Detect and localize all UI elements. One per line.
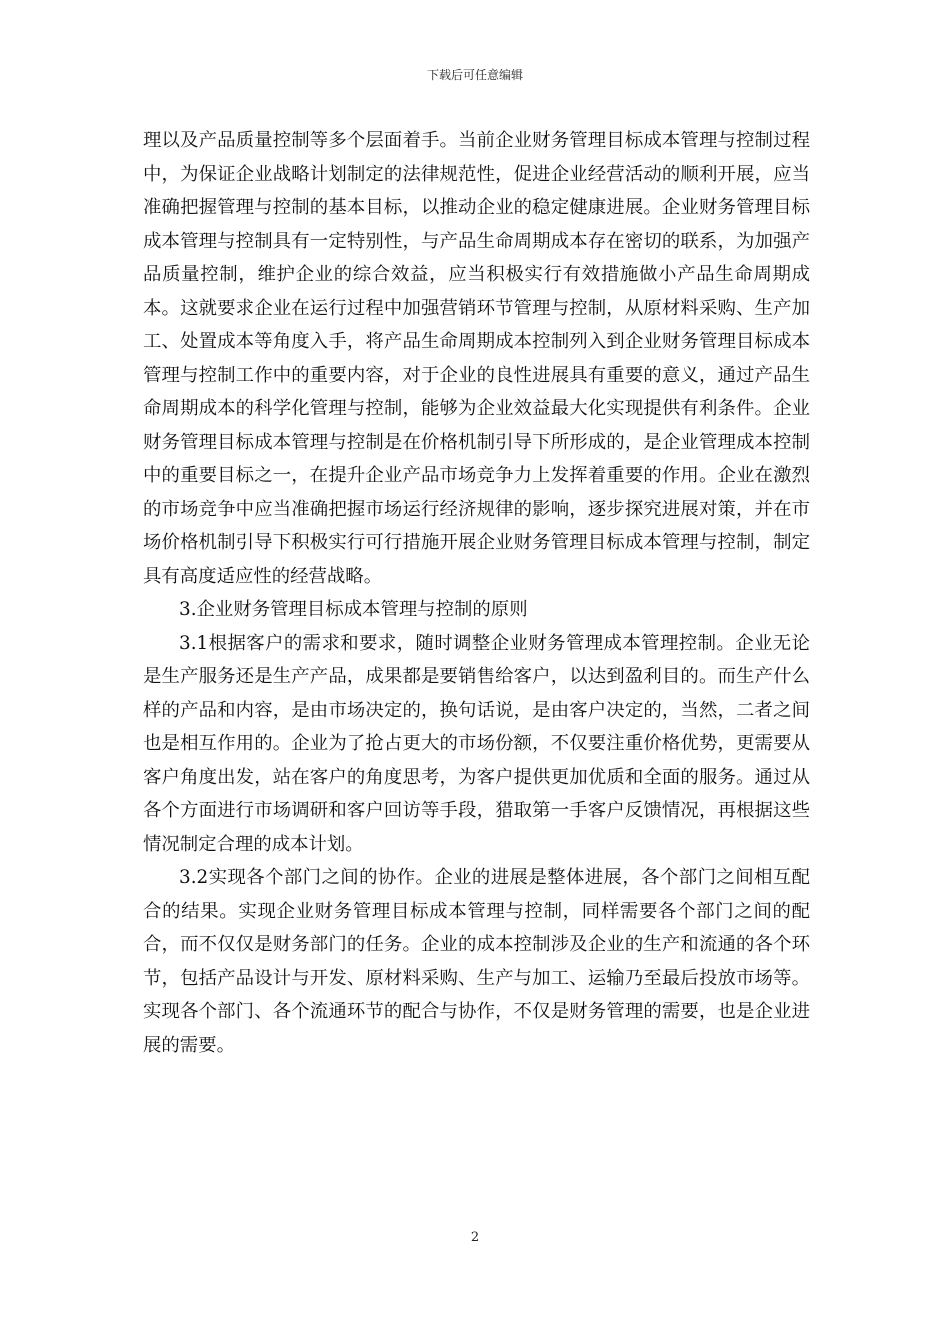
paragraph-3-2: 3.2实现各个部门之间的协作。企业的进展是整体进展，各个部门之间相互配合的结果。实现企业财务管理目标成本管理与控制，同样需要各个部门之间的配合，而不仅仅是财务部门的任务。企业的成本控制涉及企业的生产和流通的各个环节，包括产品设计与开发、原材料采购、生产与加工、运输乃至最后投放市场等。实现各个部门、各个流通环节的配合与协作，不仅是财务管理的需要，也是企业进展的需要。 (143, 867, 810, 1056)
paragraph-intro: 理以及产品质量控制等多个层面着手。当前企业财务管理目标成本管理与控制过程中，为保证企业战略计划制定的法律规范性，促进企业经营活动的顺利开展，应当准确把握管理与控制的基本目标，以推动企业的稳定健康进展。企业财务管理目标成本管理与控制具有一定特别性，与产品生命周期成本存在密切的联系，为加强产品质量控制，维护企业的综合效益，应当积极实行有效措施做小产品生命周期成本。这就要求企业在运行过程中加强营销环节管理与控制，从原材料采购、生产加工、处置成本等角度入手，将产品生命周期成本控制列入到企业财务管理目标成本管理与控制工作中的重要内容，对于企业的良性进展具有重要的意义，通过产品生命周期成本的科学化管理与控制，能够为企业效益最大化实现提供有利条件。企业财务管理目标成本管理与控制是在价格机制引导下所形成的，是企业管理成本控制中的重要目标之一，在提升企业产品市场竞争力上发挥着重要的作用。企业在激烈的市场竞争中应当准确把握市场运行经济规律的影响，逐步探究进展对策，并在市场价格机制引导下积极实行可行措施开展企业财务管理目标成本管理与控制，制定具有高度适应性的经营战略。 (143, 130, 810, 587)
page-header: 下载后可任意编辑 (426, 68, 523, 82)
page-number: 2 (470, 1230, 480, 1245)
section-heading-3: 3.企业财务管理目标成本管理与控制的原则 (179, 599, 528, 620)
paragraph-3-1: 3.1根据客户的需求和要求，随时调整企业财务管理成本管理控制。企业无论是生产服务还是生产产品，成果都是要销售给客户，以达到盈利目的。而生产什么样的产品和内容，是由市场决定的，换句话说，是由客户决定的，当然，二者之间也是相互作用的。企业为了抢占更大的市场份额，不仅要注重价格优势，更需要从客户角度出发，站在客户的角度思考，为客户提供更加优质和全面的服务。通过从各个方面进行市场调研和客户回访等手段，猎取第一手客户反馈情况，再根据这些情况制定合理的成本计划。 (143, 632, 810, 855)
document-body (143, 124, 810, 1062)
